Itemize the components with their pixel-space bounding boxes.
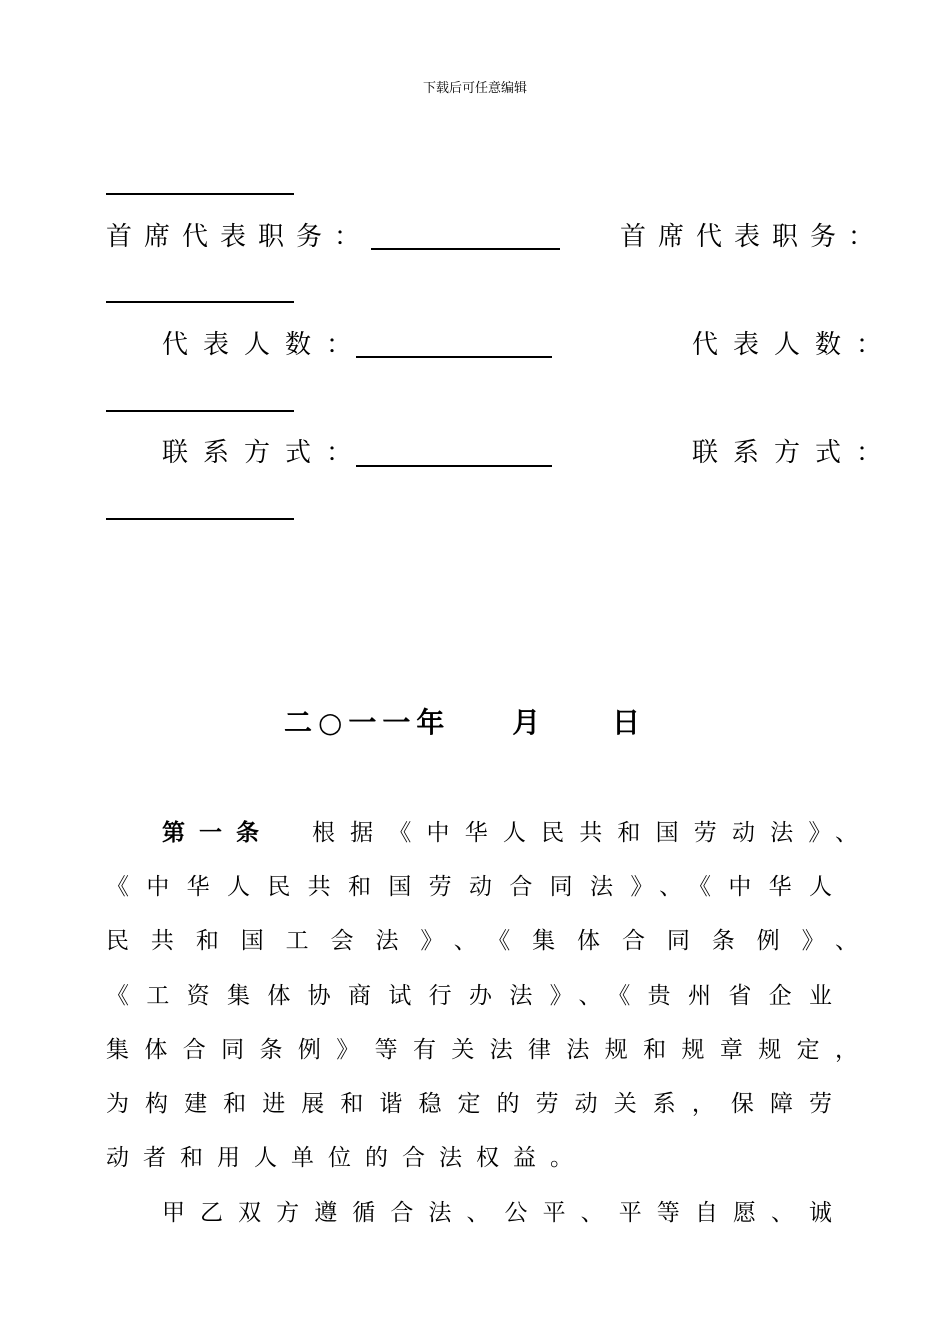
article1-line-2: 《中华人民共和国劳动合同法》、《中华人 bbox=[106, 874, 832, 900]
header-note: 下载后可任意编辑 bbox=[422, 81, 527, 96]
right-title-label: 首席代表职务： bbox=[620, 222, 887, 252]
right-count-blank[interactable] bbox=[106, 410, 294, 412]
date-year: 二○一一年 bbox=[284, 706, 451, 739]
left-title-blank[interactable] bbox=[371, 248, 560, 250]
article1-line-7: 动者和用人单位的合法权益。 bbox=[106, 1145, 587, 1171]
article1-next-paragraph: 甲乙双方遵循合法、公平、平等自愿、诚 bbox=[162, 1200, 832, 1226]
left-contact-label: 联系方式： bbox=[162, 438, 368, 468]
date-line bbox=[284, 706, 640, 740]
date-day: 日 bbox=[611, 706, 640, 739]
right-contact-blank[interactable] bbox=[106, 518, 294, 520]
left-count-label: 代表人数： bbox=[162, 330, 368, 360]
left-contact-blank[interactable] bbox=[356, 465, 552, 467]
article1-line-5: 集体合同条例》等有关法律法规和规章规定， bbox=[106, 1037, 858, 1063]
right-count-label: 代表人数： bbox=[692, 330, 898, 360]
article1-first-line bbox=[162, 818, 858, 848]
article1-line-3: 民共和国工会法》、《集体合同条例》、 bbox=[106, 928, 858, 954]
left-title-label: 首席代表职务： bbox=[106, 222, 373, 252]
right-contact-label: 联系方式： bbox=[692, 438, 898, 468]
article1-line-1: 根据《中华人民共和国劳动法》、 bbox=[312, 820, 858, 846]
article1-line-4: 《工资集体协商试行办法》、《贵州省企业 bbox=[106, 983, 832, 1009]
date-month: 月 bbox=[512, 706, 541, 739]
article1-heading: 第一条 bbox=[162, 819, 273, 846]
left-count-blank[interactable] bbox=[356, 356, 552, 358]
article1-line-6: 为构建和进展和谐稳定的劳动关系，保障劳 bbox=[106, 1091, 832, 1117]
signature-blank-line bbox=[106, 193, 294, 195]
right-title-blank[interactable] bbox=[106, 301, 294, 303]
